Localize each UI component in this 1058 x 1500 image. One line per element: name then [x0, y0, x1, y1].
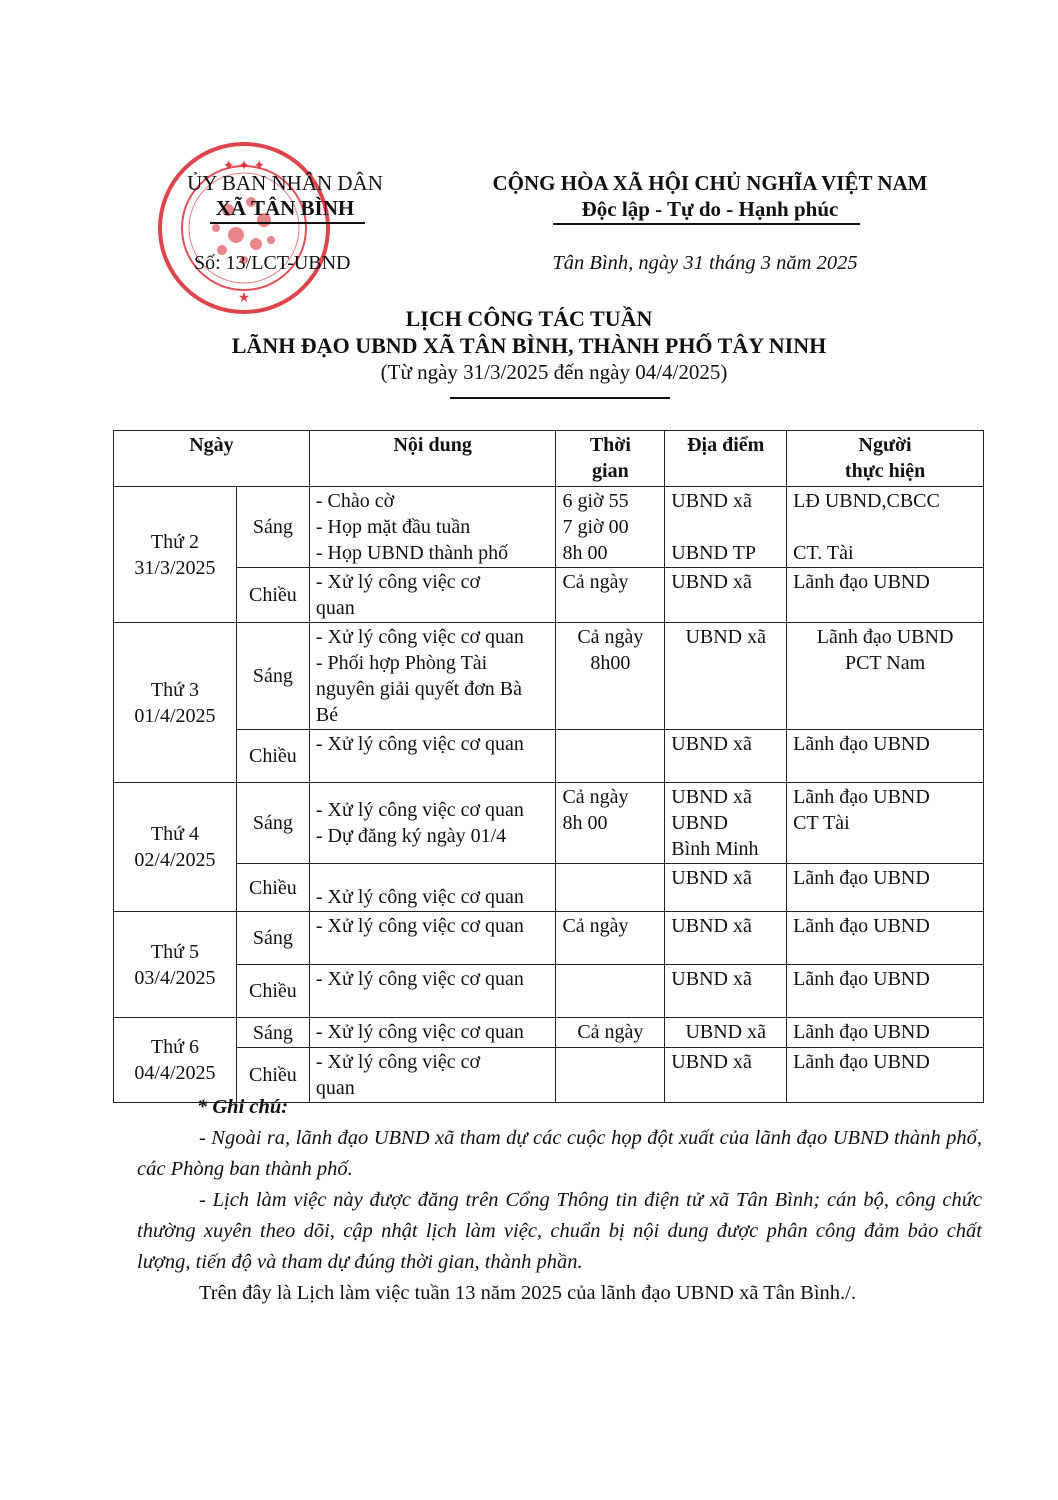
- performer-cell: Lãnh đạo UBND CT Tài: [787, 783, 984, 864]
- agency-name-line2: XÃ TÂN BÌNH: [215, 196, 355, 220]
- table-row: [114, 965, 984, 1018]
- table-row: [114, 623, 984, 730]
- place-cell: UBND xã: [665, 730, 787, 783]
- performer-cell: Lãnh đạo UBND: [787, 1018, 984, 1048]
- agency-underline: [210, 222, 365, 224]
- table-row: [114, 783, 984, 864]
- place-cell: UBND xã: [665, 912, 787, 965]
- header-performer: Người thực hiện: [787, 431, 984, 487]
- content-cell: - Xử lý công việc cơ quan - Phối hợp Phòng Tài nguyên giải quyết đơn Bà Bé: [309, 623, 556, 730]
- session-cell: Chiều: [236, 965, 309, 1018]
- header-time: Thời gian: [556, 431, 665, 487]
- performer-cell: Lãnh đạo UBND: [787, 965, 984, 1018]
- time-cell: [556, 730, 665, 783]
- notes-section: [137, 1092, 982, 1309]
- table-row: [114, 568, 984, 623]
- note-item: - Lịch làm việc này được đăng trên Cổng Thông tin điện tử xã Tân Bình; cán bộ, công chức thường xuyên theo dõi, cập nhật lịch làm việc, chuẩn bị nội dung được phân công đảm bảo chất lượng, tiến độ và tham dự đúng thời gian, thành phần.: [137, 1189, 982, 1273]
- table-row: [114, 864, 984, 912]
- table-row: [114, 912, 984, 965]
- time-cell: 6 giờ 55 7 giờ 00 8h 00: [556, 487, 665, 568]
- header-content: Nội dung: [309, 431, 556, 487]
- session-cell: Sáng: [236, 1018, 309, 1048]
- header-place: Địa điểm: [665, 431, 787, 487]
- session-cell: Chiều: [236, 1048, 309, 1103]
- national-motto: Độc lập - Tự do - Hạnh phúc: [581, 197, 839, 221]
- performer-cell: Lãnh đạo UBND: [787, 1048, 984, 1103]
- place-cell: UBND xã: [665, 623, 787, 730]
- content-cell: - Xử lý công việc cơ quan - Dự đăng ký ngày 01/4: [309, 783, 556, 864]
- time-cell: [556, 864, 665, 912]
- place-cell: UBND xã: [665, 965, 787, 1018]
- time-cell: Cả ngày 8h 00: [556, 783, 665, 864]
- svg-text:✦ ✦ ✦: ✦ ✦ ✦: [222, 159, 266, 174]
- day-cell: Thứ 4 02/4/2025: [114, 783, 237, 912]
- day-cell: Thứ 6 04/4/2025: [114, 1018, 237, 1103]
- time-cell: Cả ngày: [556, 568, 665, 623]
- schedule-table: [113, 430, 984, 1103]
- content-cell: - Xử lý công việc cơ quan: [309, 1048, 556, 1103]
- place-cell: UBND xã: [665, 568, 787, 623]
- content-cell: - Xử lý công việc cơ quan: [309, 1018, 556, 1048]
- place-and-date: Tân Bình, ngày 31 tháng 3 năm 2025: [552, 252, 858, 274]
- official-seal-stamp: [156, 140, 332, 316]
- performer-cell: Lãnh đạo UBND: [787, 568, 984, 623]
- session-cell: Sáng: [236, 783, 309, 864]
- day-cell: Thứ 3 01/4/2025: [114, 623, 237, 783]
- motto-underline: [553, 223, 860, 225]
- session-cell: Sáng: [236, 487, 309, 568]
- note-item: - Ngoài ra, lãnh đạo UBND xã tham dự các cuộc họp đột xuất của lãnh đạo UBND thành phố, các Phòng ban thành phố.: [137, 1127, 982, 1180]
- place-cell: UBND xã: [665, 1048, 787, 1103]
- table-header-row: [114, 431, 984, 487]
- performer-cell: Lãnh đạo UBND: [787, 864, 984, 912]
- session-cell: Sáng: [236, 623, 309, 730]
- performer-cell: Lãnh đạo UBND PCT Nam: [787, 623, 984, 730]
- document-title: LỊCH CÔNG TÁC TUẦN: [405, 306, 653, 331]
- header-day: Ngày: [114, 431, 310, 487]
- svg-text:★: ★: [237, 291, 251, 306]
- place-cell: UBND xã UBND TP: [665, 487, 787, 568]
- place-cell: UBND xã UBND Bình Minh: [665, 783, 787, 864]
- session-cell: Chiều: [236, 730, 309, 783]
- performer-cell: Lãnh đạo UBND: [787, 912, 984, 965]
- session-cell: Chiều: [236, 568, 309, 623]
- document-number: Số: 13/LCT-UBND: [194, 252, 351, 274]
- day-cell: Thứ 2 31/3/2025: [114, 487, 237, 623]
- session-cell: Sáng: [236, 912, 309, 965]
- time-cell: [556, 965, 665, 1018]
- place-cell: UBND xã: [665, 1018, 787, 1048]
- content-cell: - Xử lý công việc cơ quan: [309, 965, 556, 1018]
- time-cell: Cả ngày: [556, 912, 665, 965]
- content-cell: - Xử lý công việc cơ quan: [309, 568, 556, 623]
- content-cell: - Chào cờ - Họp mặt đầu tuần - Họp UBND thành phố: [309, 487, 556, 568]
- table-row: [114, 487, 984, 568]
- session-cell: Chiều: [236, 864, 309, 912]
- nation-name: CỘNG HÒA XÃ HỘI CHỦ NGHĨA VIỆT NAM: [492, 171, 928, 195]
- content-cell: - Xử lý công việc cơ quan: [309, 864, 556, 912]
- place-cell: UBND xã: [665, 864, 787, 912]
- table-row: [114, 730, 984, 783]
- performer-cell: Lãnh đạo UBND: [787, 730, 984, 783]
- notes-heading: * Ghi chú:: [197, 1096, 289, 1118]
- agency-name-line1: ỦY BAN NHÂN DÂN: [187, 171, 383, 195]
- document-subtitle: LÃNH ĐẠO UBND XÃ TÂN BÌNH, THÀNH PHỐ TÂY NINH: [231, 333, 827, 358]
- day-cell: Thứ 5 03/4/2025: [114, 912, 237, 1018]
- date-range: (Từ ngày 31/3/2025 đến ngày 04/4/2025): [380, 360, 728, 384]
- time-cell: Cả ngày 8h00: [556, 623, 665, 730]
- table-row: [114, 1018, 984, 1048]
- content-cell: - Xử lý công việc cơ quan: [309, 730, 556, 783]
- content-cell: - Xử lý công việc cơ quan: [309, 912, 556, 965]
- closing-statement: Trên đây là Lịch làm việc tuần 13 năm 2025 của lãnh đạo UBND xã Tân Bình./.: [199, 1282, 857, 1304]
- time-cell: Cả ngày: [556, 1018, 665, 1048]
- title-underline: [450, 397, 670, 399]
- performer-cell: LĐ UBND,CBCC CT. Tài: [787, 487, 984, 568]
